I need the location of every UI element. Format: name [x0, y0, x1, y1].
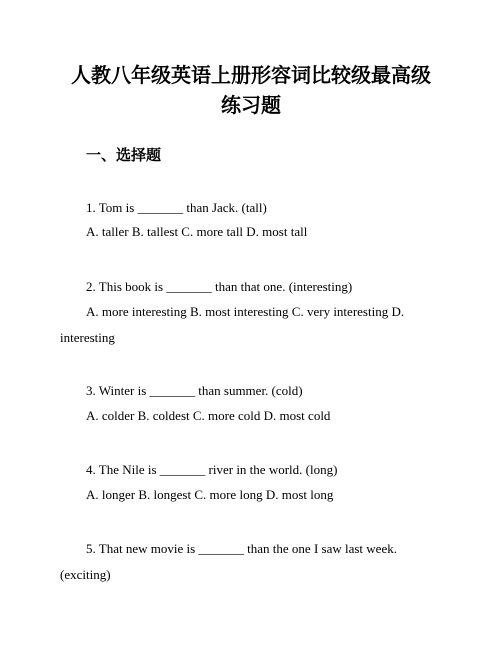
- question-4-options: A. longer B. longest C. more long D. most long: [86, 487, 334, 502]
- question-2-stem: 2. This book is _______ than that one. (interesting): [86, 279, 353, 294]
- question-5-stem-continued: (exciting): [60, 567, 111, 582]
- question-3-stem: 3. Winter is _______ than summer. (cold): [86, 383, 303, 398]
- question-5-stem: 5. That new movie is _______ than the one I saw last week.: [86, 541, 397, 556]
- question-2-options-continued: interesting: [60, 330, 115, 345]
- question-1-stem: 1. Tom is _______ than Jack. (tall): [86, 200, 267, 215]
- question-4-stem: 4. The Nile is _______ river in the world. (long): [86, 462, 338, 477]
- question-1-options: A. taller B. tallest C. more tall D. most tall: [86, 224, 308, 239]
- document-title: [0, 60, 502, 120]
- question-2-options: A. more interesting B. most interesting C. very interesting D.: [86, 304, 405, 319]
- title-line-1: 人教八年级英语上册形容词比较级最高级: [71, 63, 431, 87]
- section-heading: 一、选择题: [86, 146, 162, 164]
- title-line-2: 练习题: [221, 93, 281, 117]
- question-3-options: A. colder B. coldest C. more cold D. most cold: [86, 408, 331, 423]
